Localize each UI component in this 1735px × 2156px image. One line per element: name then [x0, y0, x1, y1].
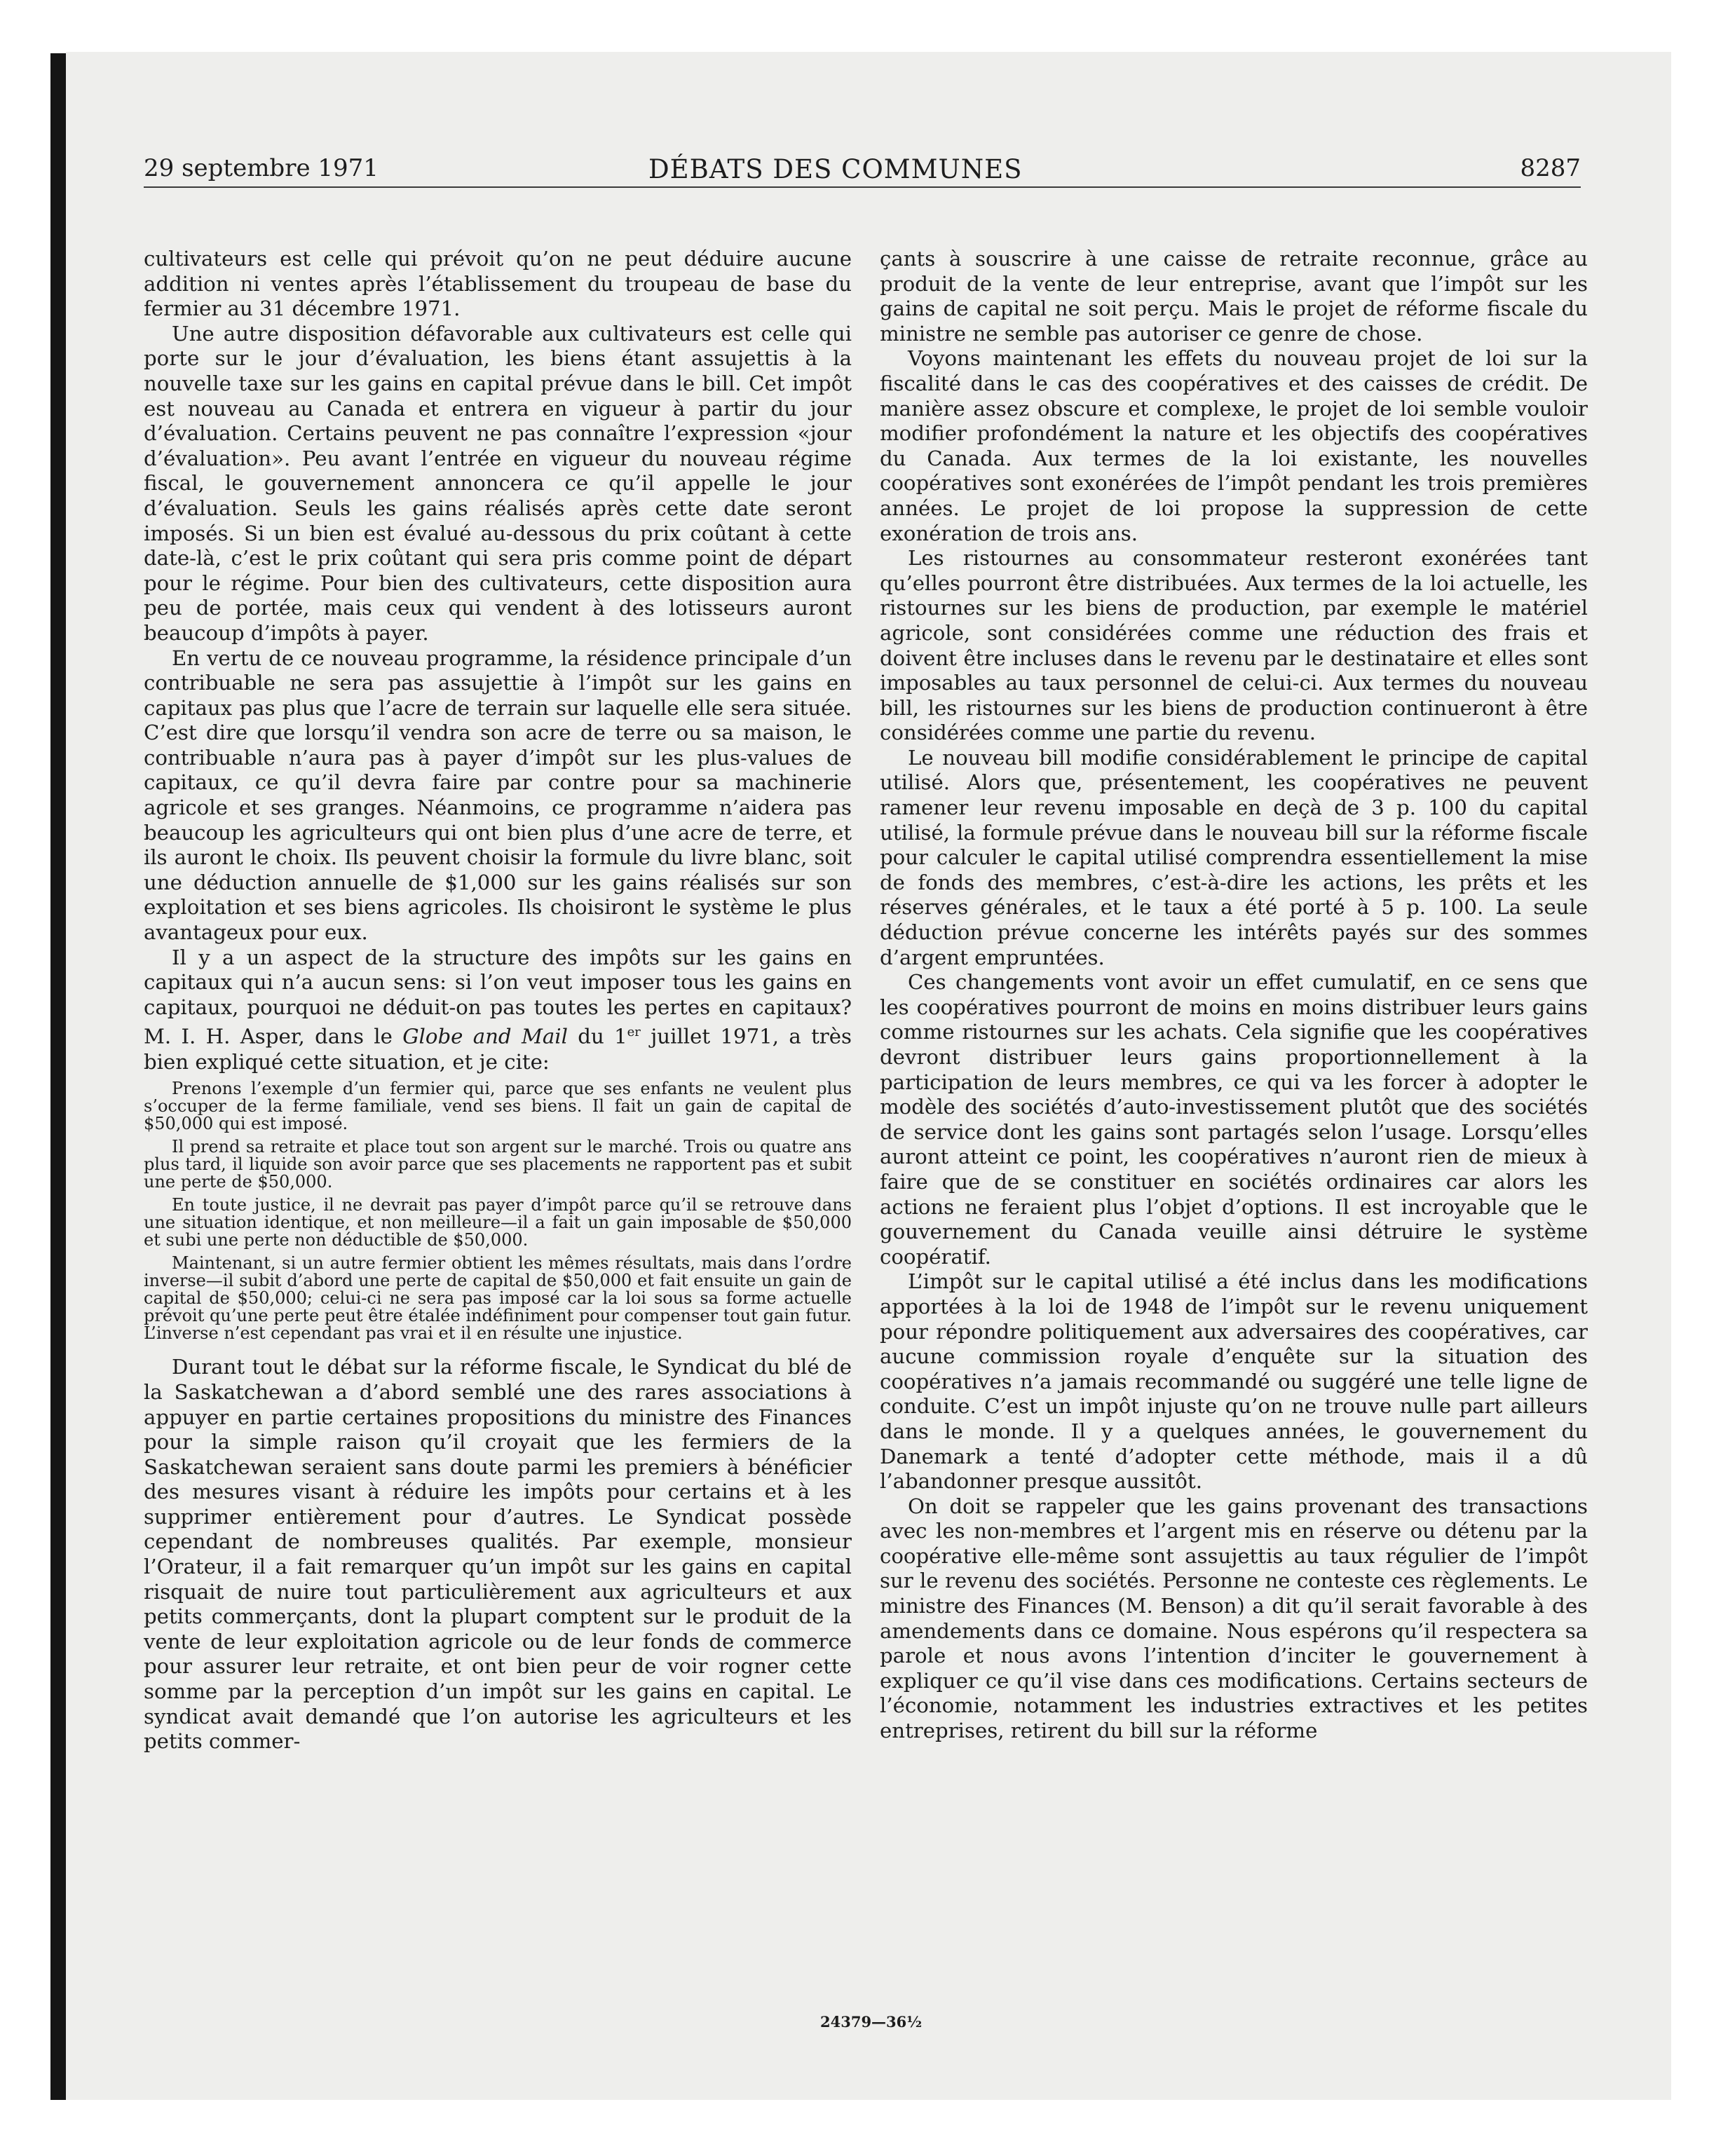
- text-run: juillet 1971, a très bien expliqué cette situation, et je cite:: [144, 1025, 852, 1074]
- scan-edge: [50, 53, 66, 2100]
- paragraph-asper-citation: [144, 946, 852, 1075]
- paragraph: Ces changements vont avoir un effet cumulatif, en ce sens que les coopératives pourront de moins en moins distribuer leurs gains comme ristournes sur les achats. Cela signifie que les coopératives devront distribuer leurs gains proportionnellement à la participation de leurs membres, ce qui va les forcer à adopter le modèle des sociétés d’auto-investissement plutôt que des sociétés de service dont les gains sont partagés selon l’usage. Lorsqu’elles auront atteint ce point, les coopératives n’auront rien de mieux à faire que de se constituer en sociétés ordinaires car alors les actions ne feraient plus l’objet d’options. Il est incroyable que le gouvernement du Canada veuille ainsi détruire le système coopératif.: [880, 970, 1588, 1269]
- header-rule: [144, 186, 1581, 188]
- quote-paragraph: Prenons l’exemple d’un fermier qui, parce que ses enfants ne veulent plus s’occuper de la ferme familiale, vend ses biens. Il fait un gain de capital de $50,000 qui est imposé.: [144, 1079, 852, 1134]
- quote-paragraph: En toute justice, il ne devrait pas payer d’impôt parce qu’il se retrouve dans une situation identique, et non meilleure—il a fait un gain imposable de $50,000 et subi une perte non déductible de $50,000.: [144, 1195, 852, 1250]
- block-quote: [144, 1080, 852, 1342]
- paragraph: cultivateurs est celle qui prévoit qu’on ne peut déduire aucune addition ni ventes après l’établissement du troupeau de base du fermier au 31 décembre 1971.: [144, 247, 852, 321]
- right-column: [880, 247, 1588, 1744]
- text-run: du 1: [567, 1025, 627, 1049]
- paragraph: L’impôt sur le capital utilisé a été inclus dans les modifications apportées à la loi de 1948 de l’impôt sur le revenu uniquement pour répondre politiquement aux adversaires des coopératives, car aucune commission royale d’enquête sur la situation des coopératives n’a jamais recommandé ou suggéré une telle ligne de conduite. C’est un impôt injuste qu’on ne trouve nulle part ailleurs dans le monde. Il y a quelques années, le gouvernement du Danemark a tenté d’adopter cette méthode, mais il a dû l’abandonner presque aussitôt.: [880, 1269, 1588, 1494]
- paragraph: Voyons maintenant les effets du nouveau projet de loi sur la fiscalité dans le cas des coopératives et des caisses de crédit. De manière assez obscure et complexe, le projet de loi semble vouloir modifier profondément la nature et les objectifs des coopératives du Canada. Aux termes de la loi existante, les nouvelles coopératives sont exonérées de l’impôt pendant les trois premières années. Le projet de loi propose la suppression de cette exonération de trois ans.: [880, 346, 1588, 545]
- paragraph: En vertu de ce nouveau programme, la résidence principale d’un contribuable ne sera pas assujettie à l’impôt sur les gains en capitaux pas plus que l’acre de terrain sur laquelle elle sera située. C’est dire que lorsqu’il vendra son acre de terre ou sa maison, le contribuable n’aura pas à payer d’impôt sur les plus-values de capitaux, ce qu’il devra faire par contre pour sa machinerie agricole et ses granges. Néanmoins, ce programme n’aidera pas beaucoup les agriculteurs qui ont bien plus d’une acre de terre, et ils auront le choix. Ils peuvent choisir la formule du livre blanc, soit une déduction annuelle de $1,000 sur les gains réalisés sur son exploitation et ses biens agricoles. Ils choisiront le système le plus avantageux pour eux.: [144, 646, 852, 945]
- paragraph: Durant tout le débat sur la réforme fiscale, le Syndicat du blé de la Saskatchewan a d’abord semblé une des rares associations à appuyer en partie certaines propositions du ministre des Finances pour la simple raison qu’il croyait que les fermiers de la Saskatchewan seraient sans doute parmi les premiers à bénéficier des mesures visant à réduire les impôts pour certains et à les supprimer entièrement pour d’autres. Le Syndicat possède cependant de nombreuses qualités. Par exemple, monsieur l’Orateur, il a fait remarquer qu’un impôt sur les gains en capital risquait de nuire tout particulièrement aux agriculteurs et aux petits commerçants, dont la plupart comptent sur le produit de la vente de leur exploitation agricole ou de leur fonds de commerce pour assurer leur retraite, et ont bien peur de voir rogner cette somme par la perception d’un impôt sur les gains en capital. Le syndicat avait demandé que l’on autorise les agriculteurs et les petits commer-: [144, 1355, 852, 1754]
- header-date: 29 septembre 1971: [144, 154, 379, 182]
- superscript: er: [627, 1025, 641, 1040]
- header-page-number: 8287: [1520, 154, 1581, 182]
- left-column: [144, 247, 852, 1754]
- footer-code: 24379—36½: [820, 2013, 923, 2031]
- paragraph: Les ristournes au consommateur resteront exonérées tant qu’elles pourront être distribuées. Aux termes de la loi actuelle, les ristournes sur les biens de production, par exemple le matériel agricole, sont considérées comme une réduction des frais et doivent être incluses dans le revenu par le destinataire et elles sont imposables au taux personnel de celui-ci. Aux termes du nouveau bill, les ristournes sur les biens de production continueront à être considérées comme une partie du revenu.: [880, 546, 1588, 745]
- paragraph: çants à souscrire à une caisse de retraite reconnue, grâce au produit de la vente de leur entreprise, avant que l’impôt sur les gains de capital ne soit perçu. Mais le projet de réforme fiscale du ministre ne semble pas autoriser ce genre de chose.: [880, 247, 1588, 346]
- paragraph: Une autre disposition défavorable aux cultivateurs est celle qui porte sur le jour d’évaluation, les biens étant assujettis à la nouvelle taxe sur les gains en capital prévue dans le bill. Cet impôt est nouveau au Canada et entrera en vigueur à partir du jour d’évaluation. Certains peuvent ne pas connaître l’expression «jour d’évaluation». Peu avant l’entrée en vigueur du nouveau régime fiscal, le gouvernement annoncera ce qu’il appelle le jour d’évaluation. Seuls les gains réalisés après cette date seront imposés. Si un bien est évalué au-dessous du prix coûtant à cette date-là, c’est le prix coûtant qui sera pris comme point de départ pour le régime. Pour bien des cultivateurs, cette disposition aura peu de portée, mais ceux qui vendent à des lotisseurs auront beaucoup d’impôts à payer.: [144, 321, 852, 645]
- header-title: DÉBATS DES COMMUNES: [648, 154, 1023, 184]
- text-run: Il y a un aspect de la structure des impôts sur les gains en capitaux qui n’a aucun sens: si l’on veut imposer tous les gains en capitaux, pourquoi ne déduit-on pas toutes les pertes en capitaux? M. I. H. Asper, dans le: [144, 945, 852, 1049]
- paragraph: On doit se rappeler que les gains provenant des transactions avec les non-membres et l’argent mis en réserve ou détenu par la coopérative elle-même sont assujettis au taux régulier de l’impôt sur le revenu des sociétés. Personne ne conteste ces règlements. Le ministre des Finances (M. Benson) a dit qu’il serait favorable à des amendements dans ce domaine. Nous espérons qu’il respectera sa parole et nous avons l’intention d’inciter le gouvernement à expliquer ce qu’il vise dans ces modifications. Certains secteurs de l’économie, notamment les industries extractives et les petites entreprises, retirent du bill sur la réforme: [880, 1494, 1588, 1743]
- quote-paragraph: Il prend sa retraite et place tout son argent sur le marché. Trois ou quatre ans plus tard, il liquide son avoir parce que ses placements ne rapportent pas et subit une perte de $50,000.: [144, 1137, 852, 1192]
- paragraph: Le nouveau bill modifie considérablement le principe de capital utilisé. Alors que, présentement, les coopératives ne peuvent ramener leur revenu imposable en deçà de 3 p. 100 du capital utilisé, la formule prévue dans le nouveau bill sur la réforme fiscale pour calculer le capital utilisé comprendra essentiellement la mise de fonds des membres, c’est-à-dire les actions, les prêts et les réserves générales, et le taux a été porté à 5 p. 100. La seule déduction prévue concerne les intérêts payés sur des sommes d’argent empruntées.: [880, 745, 1588, 969]
- quote-paragraph: Maintenant, si un autre fermier obtient les mêmes résultats, mais dans l’ordre inverse—il subit d’abord une perte de capital de $50,000 et fait ensuite un gain de capital de $50,000; celui-ci ne sera pas imposé car la loi sous sa forme actuelle prévoit qu’une perte peut être étalée indéfiniment pour compenser tout gain futur. L’inverse n’est cependant pas vrai et il en résulte une injustice.: [144, 1253, 852, 1344]
- newspaper-title: Globe and Mail: [402, 1025, 568, 1049]
